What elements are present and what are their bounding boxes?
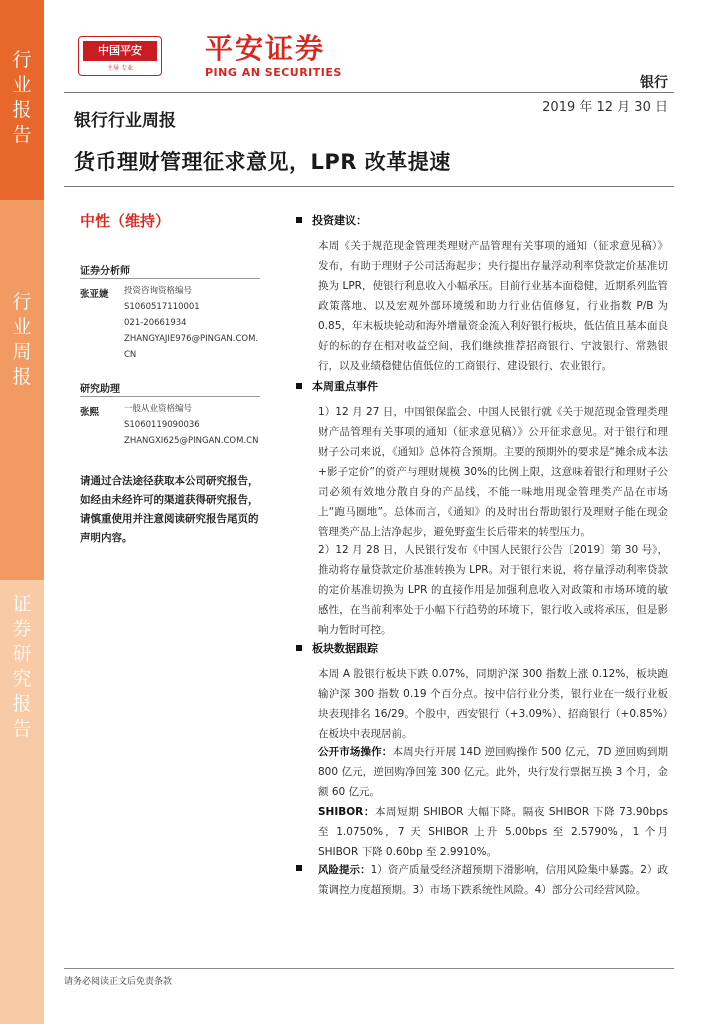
tracking-paragraph-2: 公开市场操作：本周央行开展 14D 逆回购操作 500 亿元，7D 逆回购到期 800 亿元，逆回购净回笼 300 亿元。此外，央行发行票据互换 3 个月，金额 60 亿元。	[318, 746, 668, 798]
side-label-report: 行 业 报 告	[12, 49, 32, 146]
section-risk-bullet	[296, 862, 312, 875]
title-divider	[64, 186, 674, 187]
ping-an-securities-logo	[205, 32, 342, 79]
header-divider	[64, 92, 674, 93]
event-paragraph-1: 1）12 月 27 日，中国银保监会、中国人民银行就《关于规范现金管理类理财产品管理有关事项的通知（征求意见稿）》公开征求意见。对于银行和理财子公司来说，《通知》总体符合预期。主要的预期外的要求是“摊余成本法+影子定价”的资产与理财规模 30%的比例上限，这意味着银行和理财子公司必须有效地分散自身的产品线，不能一味地用现金管理类产品在市场上“跑马圈地”。总体而言，《通知》的及时出台帮助银行及理财子能在现金管理类产品上洁净起步，避免野蛮生长后带来的转型压力。	[318, 406, 668, 538]
analyst-info: 投资咨询资格编号 S1060517110001 021-20661934 ZHANGYAJIE976@PINGAN.COM.CN	[124, 286, 259, 360]
rating-label: 中性（维持）	[80, 212, 171, 230]
side-banner	[0, 0, 44, 1024]
bullet-square-icon	[296, 217, 302, 223]
group-logo-name: 中国平安	[83, 41, 157, 61]
footer-disclaimer: 请务必阅读正文后免责条款	[64, 977, 173, 987]
assistant-divider	[80, 396, 260, 397]
section-advice-heading: 投资建议：	[296, 212, 367, 228]
advice-paragraph: 本周《关于规范现金管理类理财产品管理有关事项的通知（征求意见稿）》发布，有助于理财子公司活海起步；央行提出存量浮动利率贷款定价基准切换为 LPR，使银行利息收入小幅承压。目前行业基本面稳健，近期系列监管政策落地、以及宏观外部环境缓和助力行业估值修复，行业指数 P/B 为 0.85，年末板块轮动和海外增量资金流入利好银行板块，低估值且基本面良好的标的存在相对收益空间，我们继续推荐招商银行、宁波银行、常熟银行，以及业绩稳健估值低位的工商银行、建设银行、农业银行。	[318, 240, 668, 372]
analyst-heading: 证券分析师	[80, 266, 130, 277]
section-events-heading: 本周重点事件	[296, 378, 378, 394]
tracking-paragraph-1: 本周 A 股银行板块下跌 0.07%，同期沪深 300 指数上涨 0.12%，板块跑输沪深 300 指数 0.19 个百分点。按中信行业分类，银行业在一级行业板块表现排名 16/29。个股中，西安银行（+3.09%）、招商银行（+0.85%）在板块中表现居前。	[318, 668, 668, 740]
tracking-paragraph-3: SHIBOR：本周短期 SHIBOR 大幅下降。隔夜 SHIBOR 下降 73.90bps 至 1.0750%，7 天 SHIBOR 上升 5.00bps 至 2.5790%，1 个月 SHIBOR 下降 0.60bp 至 2.9910%。	[318, 806, 668, 858]
side-label-weekly: 行 业 周 报	[12, 291, 32, 388]
analyst-divider	[80, 278, 260, 279]
bullet-square-icon	[296, 645, 302, 651]
assistant-name: 张熙	[80, 407, 100, 418]
securities-logo-cn: 平安证券	[205, 32, 326, 65]
ping-an-group-logo	[78, 36, 162, 76]
report-type: 银行行业周报	[74, 111, 176, 131]
securities-logo-en: PING AN SECURITIES	[205, 66, 342, 79]
footer-divider	[64, 968, 674, 969]
sector-label: 银行	[640, 75, 668, 91]
legal-notice: 请通过合法途径获取本公司研究报告，如经由未经许可的渠道获得研究报告，请慎重使用并注意阅读研究报告尾页的声明内容。	[80, 475, 259, 544]
report-date: 2019 年 12 月 30 日	[542, 100, 668, 115]
report-title: 货币理财管理征求意见，LPR 改革提速	[74, 150, 451, 174]
assistant-heading: 研究助理	[80, 384, 120, 395]
bullet-square-icon	[296, 865, 302, 871]
section-tracking-heading: 板块数据跟踪	[296, 640, 378, 656]
side-banner-middle	[0, 200, 44, 580]
risk-paragraph: 风险提示：1）资产质量受经济超预期下滑影响，信用风险集中暴露。2）政策调控力度超预期。3）市场下跌系统性风险。4）部分公司经营风险。	[318, 864, 668, 896]
bullet-square-icon	[296, 383, 302, 389]
event-paragraph-2: 2）12 月 28 日，人民银行发布《中国人民银行公告〔2019〕第 30 号》，推动将存量贷款定价基准转换为 LPR。对于银行来说，将存量浮动利率贷款的定价基准切换为 LPR 的直接作用是加强利息收入对政策和市场环境的敏感性，在当前利率处于小幅下行趋势的环境下，银行收入或将承压，但是影响力暂时可控。	[318, 544, 668, 636]
group-logo-tagline: 主导 专业	[107, 65, 133, 72]
assistant-info: 一般从业资格编号 S1060119090036 ZHANGXI625@PINGAN.COM.CN	[124, 404, 259, 446]
side-label-research: 证 券 研 究 报 告	[12, 593, 32, 740]
analyst-name: 张亚婕	[80, 289, 109, 300]
